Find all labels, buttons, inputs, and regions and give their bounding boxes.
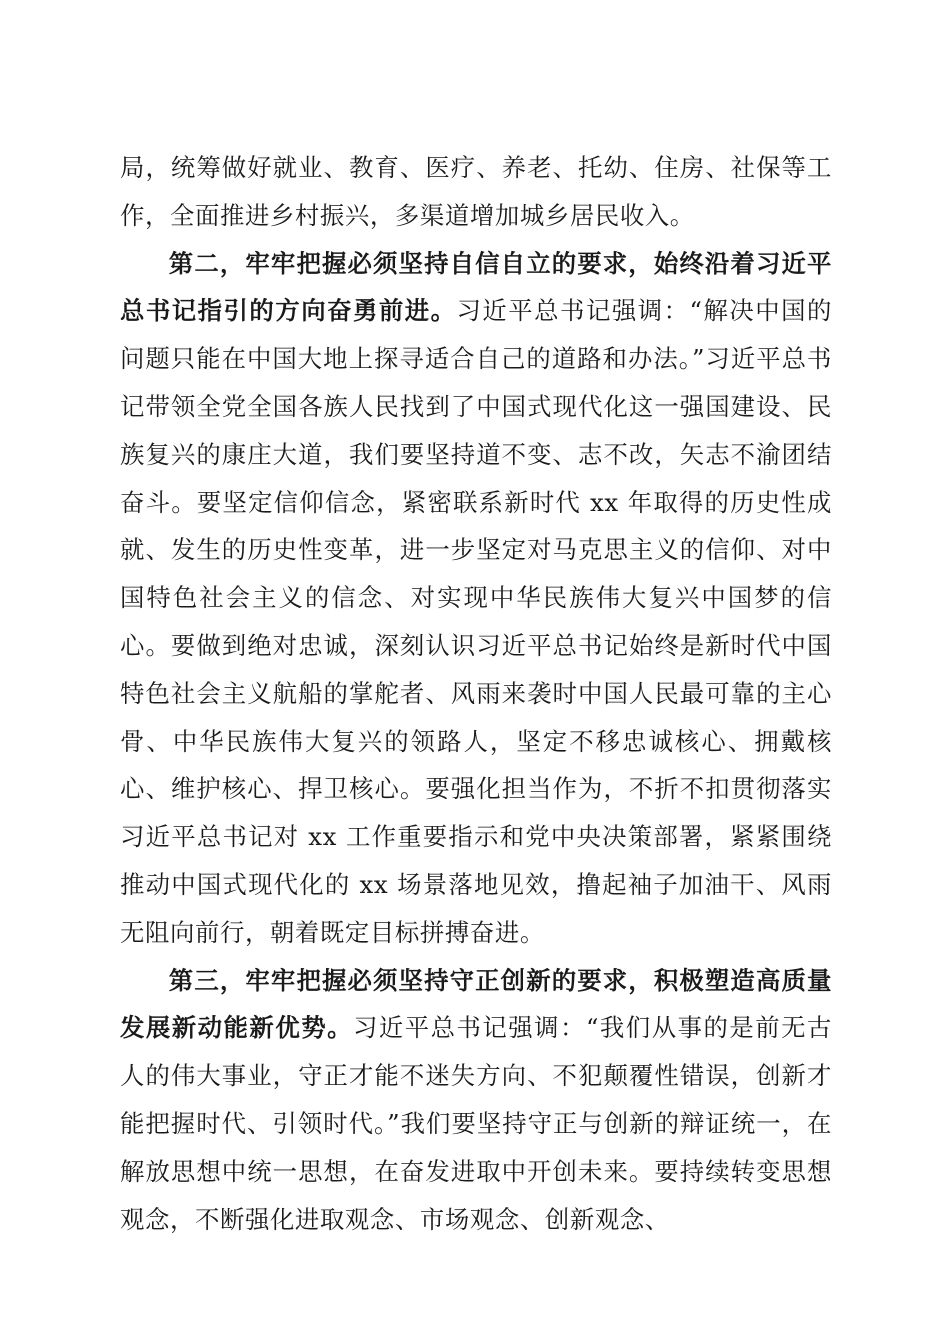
paragraph-2-lead: 第二，牢牢把握必须坚持自信自立的要求，始终沿着习近平总书记指引的方向奋勇前进。: [120, 248, 832, 326]
paragraph-1-text: 局，统筹做好就业、教育、医疗、养老、托幼、住房、社保等工作，全面推进乡村振兴，多渠道增加城乡居民收入。: [120, 153, 832, 230]
paragraph-3-lead: 第三，牢牢把握必须坚持守正创新的要求，积极塑造高质量发展新动能新优势。: [120, 965, 832, 1043]
paragraph-2: [120, 240, 832, 957]
document-body: [120, 144, 832, 1243]
paragraph-3-text: 习近平总书记强调：“我们从事的是前无古人的伟大事业，守正才能不迷失方向、不犯颠覆性错误，创新才能把握时代、引领时代。”我们要坚持守正与创新的辩证统一，在解放思想中统一思想，在奋发进取中开创未来。要持续转变思想观念，不断强化进取观念、市场观念、创新观念、: [120, 1013, 833, 1234]
paragraph-3: [120, 957, 832, 1244]
paragraph-2-text: 习近平总书记强调：“解决中国的问题只能在中国大地上探寻适合自己的道路和办法。”习近平总书记带领全党全国各族人民找到了中国式现代化这一强国建设、民族复兴的康庄大道，我们要坚持道不变、志不改，矢志不渝团结奋斗。要坚定信仰信念，紧密联系新时代 xx 年取得的历史性成就、发生的历史性变革，进一步坚定对马克思主义的信仰、对中国特色社会主义的信念、对实现中华民族伟大复兴中国梦的信心。要做到绝对忠诚，深刻认识习近平总书记始终是新时代中国特色社会主义航船的掌舵者、风雨来袭时中国人民最可靠的主心骨、中华民族伟大复兴的领路人，坚定不移忠诚核心、拥戴核心、维护核心、捍卫核心。要强化担当作为，不折不扣贯彻落实习近平总书记对 xx 工作重要指示和党中央决策部署，紧紧围绕推动中国式现代化的 xx 场景落地见效，撸起袖子加油干、风雨无阻向前行，朝着既定目标拼搏奋进。: [120, 296, 832, 947]
paragraph-1: [120, 144, 832, 240]
